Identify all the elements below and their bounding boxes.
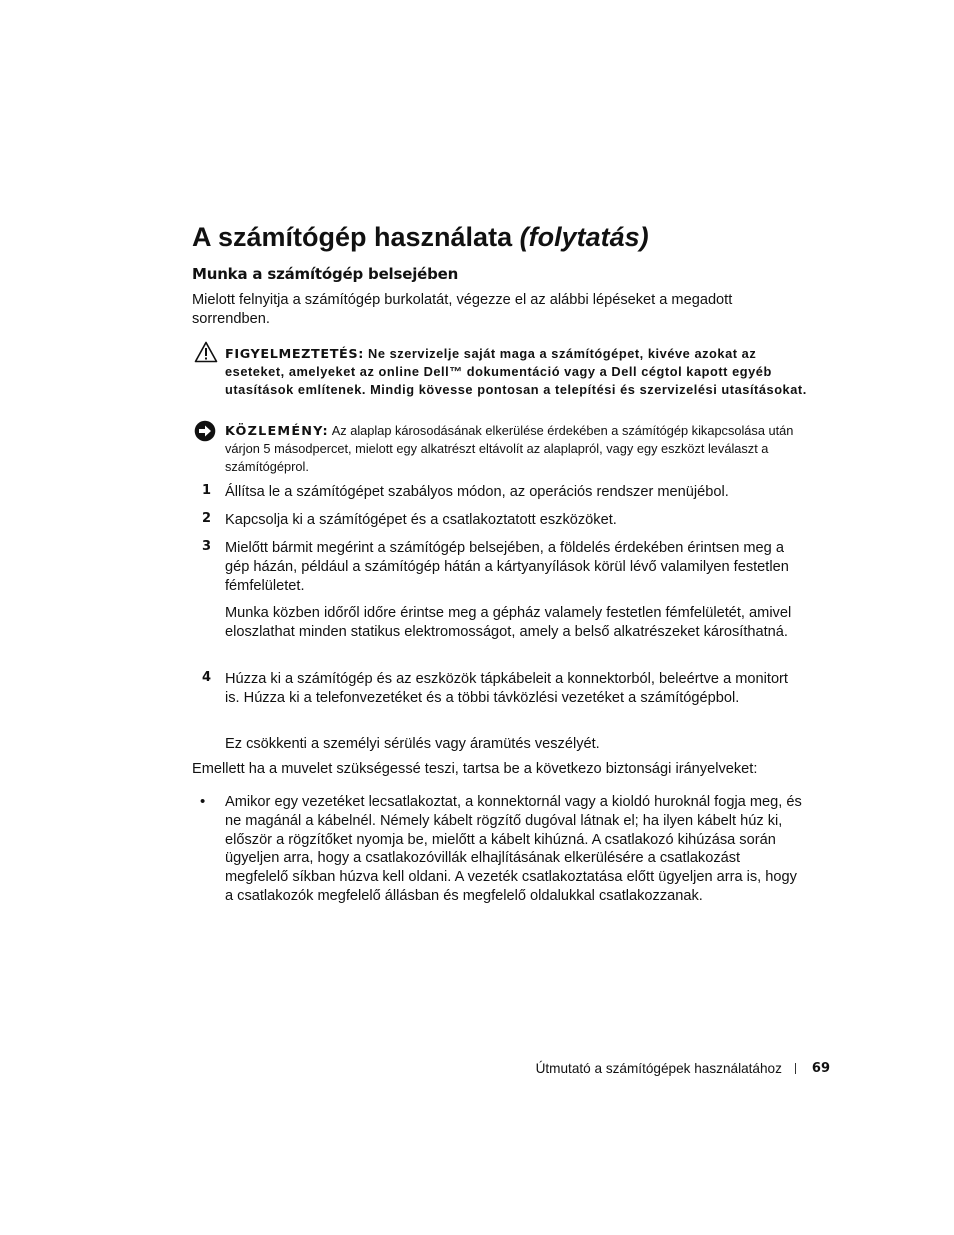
step-number: 3 <box>202 539 212 554</box>
step-text: Mielőtt bármit megérint a számítógép belsejében, a földelés érdekében érintsen meg a gép házán, például a számítógép hátán a kártyanyílások körül lévő valamilyen festetlen fémfelületet. <box>225 540 789 594</box>
bullet-symbol: • <box>200 793 206 810</box>
footer-title: Útmutató a számítógépek használatához <box>535 1061 782 1076</box>
step-3-note: Munka közben időről időre érintse meg a gépház valamely festetlen fémfelületét, amivel eloszlathat minden statikus elektromosságot, amely a belső alkatrészeket károsíthatná. <box>225 605 792 640</box>
warning-label: FIGYELMEZTETÉS: <box>225 347 364 362</box>
step-number: 2 <box>202 511 212 526</box>
notice-arrow-icon <box>194 420 216 442</box>
step-text: Állítsa le a számítógépet szabályos módon, az operációs rendszer menüjébol. <box>225 484 729 500</box>
intro-paragraph: Mielott felnyitja a számítógép burkolatát, végezze el az alábbi lépéseket a megadott sorrendben. <box>192 292 733 327</box>
step-text: Húzza ki a számítógép és az eszközök tápkábeleit a konnektorból, beleértve a monitort is. Húzza ki a telefonvezetéket és a többi távközlési vezetéket a számítógépbol. <box>225 671 788 706</box>
page-title-continued: (folytatás) <box>519 222 649 252</box>
guidelines-intro: Emellett ha a muvelet szükségessé teszi, tartsa be a következo biztonsági irányelveket: <box>192 761 758 777</box>
page-footer <box>536 1061 830 1076</box>
step-text: Kapcsolja ki a számítógépet és a csatlakoztatott eszközöket. <box>225 512 617 528</box>
page-title <box>192 222 649 253</box>
step-4-note: Ez csökkenti a személyi sérülés vagy áramütés veszélyét. <box>225 736 600 752</box>
page-title-main: A számítógép használata <box>192 222 513 252</box>
section-heading: Munka a számítógép belsejében <box>192 265 459 283</box>
step-number: 1 <box>202 483 212 498</box>
bullet-text: Amikor egy vezetéket lecsatlakoztat, a konnektornál vagy a kioldó huroknál fogja meg, és ne magánál a kábelnél. Némely kábelt rögzítő dugóval látnak el; ha ilyen kábelt húz ki, először a rögzítőket nyomja be, mielőtt a kábelt kihúzná. A csatlakozó kihúzása során ügyeljen arra, hogy a csatlakozóvillák elhajlításának elkerülésére a csatlakozást megfelelő síkban húzva kell oldani. A vezeték csatlakoztatása előtt ügyeljen arra is, hogy a csatlakozók megfelelő állásban és megfelelő oldalukkal csatlakozzanak. <box>225 794 802 904</box>
warning-text: Ne szervizelje saját maga a számítógépet, kivéve azokat az eseteket, amelyeket az online Dell™ dokumentáció vagy a Dell cégtol kapott egyéb utasítások említenek. Mindig kövesse pontosan a telepítési és szervizelési utasításokat. <box>225 346 807 397</box>
step-number: 4 <box>202 670 212 685</box>
warning-block <box>225 345 810 398</box>
warning-triangle-icon <box>194 341 218 363</box>
notice-block <box>225 422 810 475</box>
footer-divider <box>795 1063 796 1074</box>
page-number: 69 <box>811 1061 830 1076</box>
notice-label: KÖZLEMÉNY: <box>225 424 329 439</box>
notice-text: Az alaplap károsodásának elkerülése érdekében a számítógép kikapcsolása után várjon 5 másodpercet, mielott egy alkatrészt eltávolít az alaplapról, vagy egy eszközt leválaszt a számítógéprol. <box>225 423 794 474</box>
